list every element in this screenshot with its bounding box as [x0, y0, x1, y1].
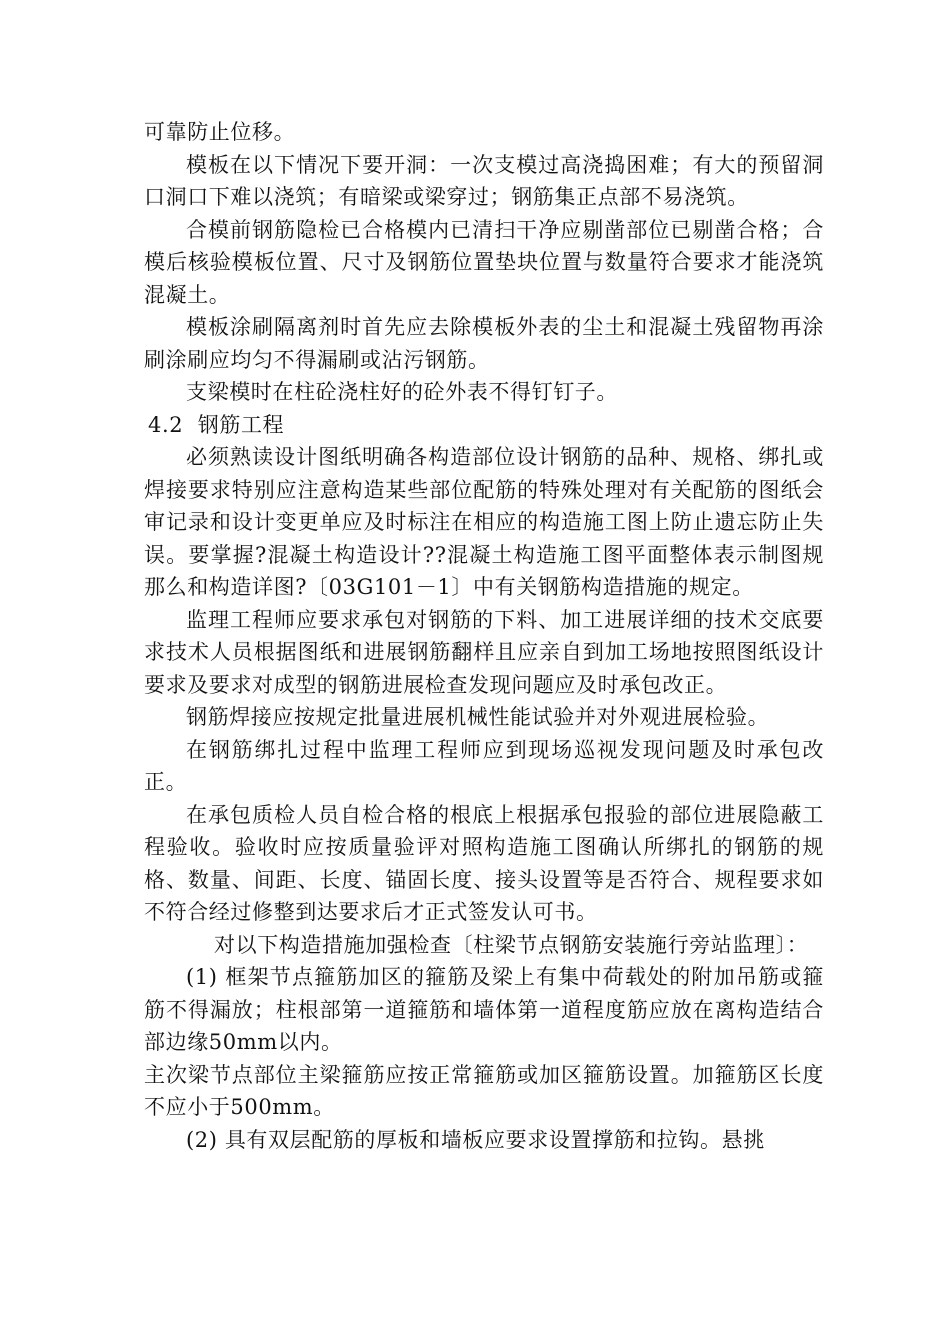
paragraph: 合模前钢筋隐检已合格模内已清扫干净应剔凿部位已剔凿合格；合模后核验模板位置、尺寸及钢筋位置垫块位置与数量符合要求才能浇筑混凝土。	[144, 217, 824, 307]
paragraph: 在钢筋绑扎过程中监理工程师应到现场巡视发现问题及时承包改正。	[144, 737, 824, 794]
paragraph: 对以下构造措施加强检查〔柱梁节点钢筋安装施行旁站监理〕：	[214, 932, 809, 957]
section-heading: 4.2 钢筋工程	[148, 412, 285, 437]
paragraph: 可靠防止位移。	[144, 120, 296, 144]
list-item: (1) 框架节点箍筋加区的箍筋及梁上有集中荷载处的附加吊筋或箍筋不得漏放；柱根部第一道箍筋和墙体第一道程度筋应放在离构造结合部边缘50mm以内。	[144, 965, 824, 1054]
paragraph: 在承包质检人员自检合格的根底上根据承包报验的部位进展隐蔽工程验收。验收时应按质量验评对照构造施工图确认所绑扎的钢筋的规格、数量、间距、长度、锚固长度、接头设置等是否符合、规程要求如不符合经过修整到达要求后才正式签发认可书。	[144, 802, 824, 924]
paragraph: 主次梁节点部位主梁箍筋应按正常箍筋或加区箍筋设置。加箍筋区长度不应小于500mm。	[144, 1062, 824, 1119]
paragraph: 模板在以下情况下要开洞：一次支模过高浇捣困难；有大的预留洞口洞口下难以浇筑；有暗梁或梁穿过；钢筋集正点部不易浇筑。	[144, 152, 824, 209]
paragraph: 钢筋焊接应按规定批量进展机械性能试验并对外观进展检验。	[186, 705, 770, 729]
list-item: (2) 具有双层配筋的厚板和墙板应要求设置撑筋和拉钩。悬挑	[186, 1127, 765, 1152]
document-body	[144, 116, 824, 1156]
paragraph: 必须熟读设计图纸明确各构造部位设计钢筋的品种、规格、绑扎或焊接要求特别应注意构造某些部位配筋的特殊处理对有关配筋的图纸会审记录和设计变更单应及时标注在相应的构造施工图上防止遗忘防止失误。要掌握?混凝土构造设计??混凝土构造施工图平面整体表示制图规那么和构造详图?〔03G101－1〕中有关钢筋构造措施的规定。	[144, 445, 824, 599]
paragraph: 监理工程师应要求承包对钢筋的下料、加工进展详细的技术交底要求技术人员根据图纸和进展钢筋翻样且应亲自到加工场地按照图纸设计要求及要求对成型的钢筋进展检查发现问题应及时承包改正。	[144, 607, 824, 697]
paragraph: 支梁模时在柱砼浇柱好的砼外表不得钉钉子。	[186, 380, 618, 404]
paragraph: 模板涂刷隔离剂时首先应去除模板外表的尘土和混凝土残留物再涂刷涂刷应均匀不得漏刷或沾污钢筋。	[144, 315, 824, 372]
